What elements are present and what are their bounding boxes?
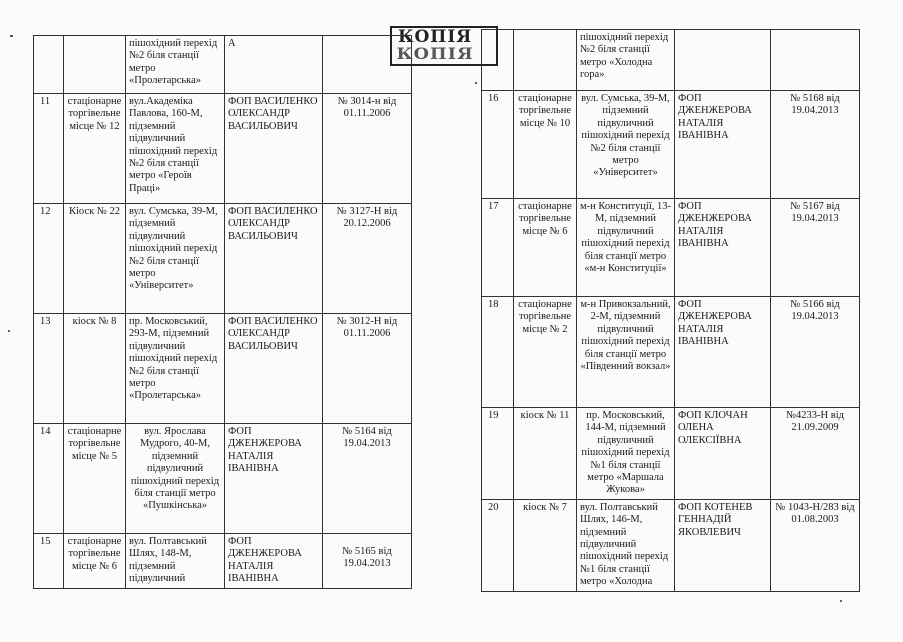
cell-type: кіоск № 11 [514,408,577,500]
table-row [482,499,860,591]
table-row [34,424,412,534]
cell-owner [675,30,771,91]
cell-document [323,36,412,94]
cell-document: № 1043-Н/283 від 01.08.2003 [771,499,860,591]
cell-number: 11 [34,94,64,204]
cell-document: № 5165 від 19.04.2013 [323,534,412,589]
cell-number: 20 [482,499,514,591]
cell-address: м-н Конституції, 13-М, підземний підвуличний пішохідний перехід біля станції метро «м-н Конституції» [577,199,675,297]
cell-number: 16 [482,91,514,199]
cell-owner: ФОП КОТЕНЕВ ГЕННАДІЙ ЯКОВЛЕВИЧ [675,499,771,591]
cell-number: 19 [482,408,514,500]
cell-address: пр. Московський, 144-М, підземний підвуличний пішохідний перехід №1 біля станції метро «Маршала Жукова» [577,408,675,500]
cell-document: № 5168 від 19.04.2013 [771,91,860,199]
cell-owner: А [225,36,323,94]
cell-address: вул. Ярослава Мудрого, 40-М, підземний підвуличний пішохідний перехід біля станції метро «Пушкінська» [126,424,225,534]
cell-address: вул. Сумська, 39-М, підземний підвуличний пішохідний перехід №2 біля станції метро «Університет» [126,204,225,314]
cell-address: м-н Привокзальний, 2-М, підземний підвуличний пішохідний перехід біля станції метро «Південний вокзал» [577,297,675,408]
cell-type: Кіоск № 22 [64,204,126,314]
cell-type [64,36,126,94]
cell-owner: ФОП КЛОЧАН ОЛЕНА ОЛЕКСІЇВНА [675,408,771,500]
cell-document: № 5164 від 19.04.2013 [323,424,412,534]
cell-document: № 5167 від 19.04.2013 [771,199,860,297]
cell-owner: ФОП ДЖЕНЖЕРОВА НАТАЛІЯ ІВАНІВНА [225,424,323,534]
table-row [482,91,860,199]
cell-owner: ФОП ВАСИЛЕНКО ОЛЕКСАНДР ВАСИЛЬОВИЧ [225,204,323,314]
scan-speck [840,600,842,602]
table-row [34,534,412,589]
cell-type [514,30,577,91]
cell-owner: ФОП ДЖЕНЖЕРОВА НАТАЛІЯ ІВАНІВНА [225,534,323,589]
cell-type: стаціонарне торгівельне місце № 2 [514,297,577,408]
registry-table-right [481,29,860,592]
table-row [34,204,412,314]
cell-type: стаціонарне торгівельне місце № 5 [64,424,126,534]
cell-number: 15 [34,534,64,589]
scan-speck [10,35,13,37]
stamp-line-2: КОПІЯ [396,44,474,63]
cell-number: 17 [482,199,514,297]
cell-number [34,36,64,94]
cell-type: стаціонарне торгівельне місце № 12 [64,94,126,204]
cell-number: 13 [34,314,64,424]
cell-document [771,30,860,91]
cell-document: № 3127-Н від 20.12.2006 [323,204,412,314]
cell-owner: ФОП ДЖЕНЖЕРОВА НАТАЛІЯ ІВАНІВНА [675,297,771,408]
cell-owner: ФОП ВАСИЛЕНКО ОЛЕКСАНДР ВАСИЛЬОВИЧ [225,314,323,424]
cell-type: стаціонарне торгівельне місце № 6 [514,199,577,297]
cell-address: вул.Академіка Павлова, 160-М, підземний підвуличний пішохідний перехід №2 біля станції метро «Героїв Праці» [126,94,225,204]
cell-number: 12 [34,204,64,314]
cell-address: пішохідний перехід №2 біля станції метро «Пролетарська» [126,36,225,94]
table-row [34,94,412,204]
scan-speck [8,330,10,332]
scan-speck [475,82,477,84]
cell-owner: ФОП ВАСИЛЕНКО ОЛЕКСАНДР ВАСИЛЬОВИЧ [225,94,323,204]
cell-type: кіоск № 7 [514,499,577,591]
cell-address: вул. Полтавський Шлях, 146-М, підземний підвуличний пішохідний перехід №1 біля станції метро «Холодна [577,499,675,591]
cell-type: стаціонарне торгівельне місце № 10 [514,91,577,199]
cell-document: №4233-Н від 21.09.2009 [771,408,860,500]
cell-owner: ФОП ДЖЕНЖЕРОВА НАТАЛІЯ ІВАНІВНА [675,199,771,297]
table-row [482,199,860,297]
cell-document: № 3014-н від 01.11.2006 [323,94,412,204]
table-row [34,36,412,94]
cell-number [482,30,514,91]
stamp-line-1: КОПІЯ [398,27,473,47]
cell-type: стаціонарне торгівельне місце № 6 [64,534,126,589]
cell-address: пішохідний перехід №2 біля станції метро «Холодна гора» [577,30,675,91]
registry-table-left [33,35,412,589]
cell-number: 14 [34,424,64,534]
cell-document: № 5166 від 19.04.2013 [771,297,860,408]
cell-address: вул. Полтавський Шлях, 148-М, підземний підвуличний [126,534,225,589]
table-row [482,408,860,500]
cell-address: вул. Сумська, 39-М, підземний підвуличний пішохідний перехід №2 біля станції метро «Університет» [577,91,675,199]
cell-number: 18 [482,297,514,408]
cell-owner: ФОП ДЖЕНЖЕРОВА НАТАЛІЯ ІВАНІВНА [675,91,771,199]
cell-address: пр. Московський, 293-М, підземний підвуличний пішохідний перехід №2 біля станції метро «Пролетарська» [126,314,225,424]
table-row [482,297,860,408]
cell-document: № 3012-Н від 01.11.2006 [323,314,412,424]
table-row [482,30,860,91]
cell-type: кіоск № 8 [64,314,126,424]
table-row [34,314,412,424]
